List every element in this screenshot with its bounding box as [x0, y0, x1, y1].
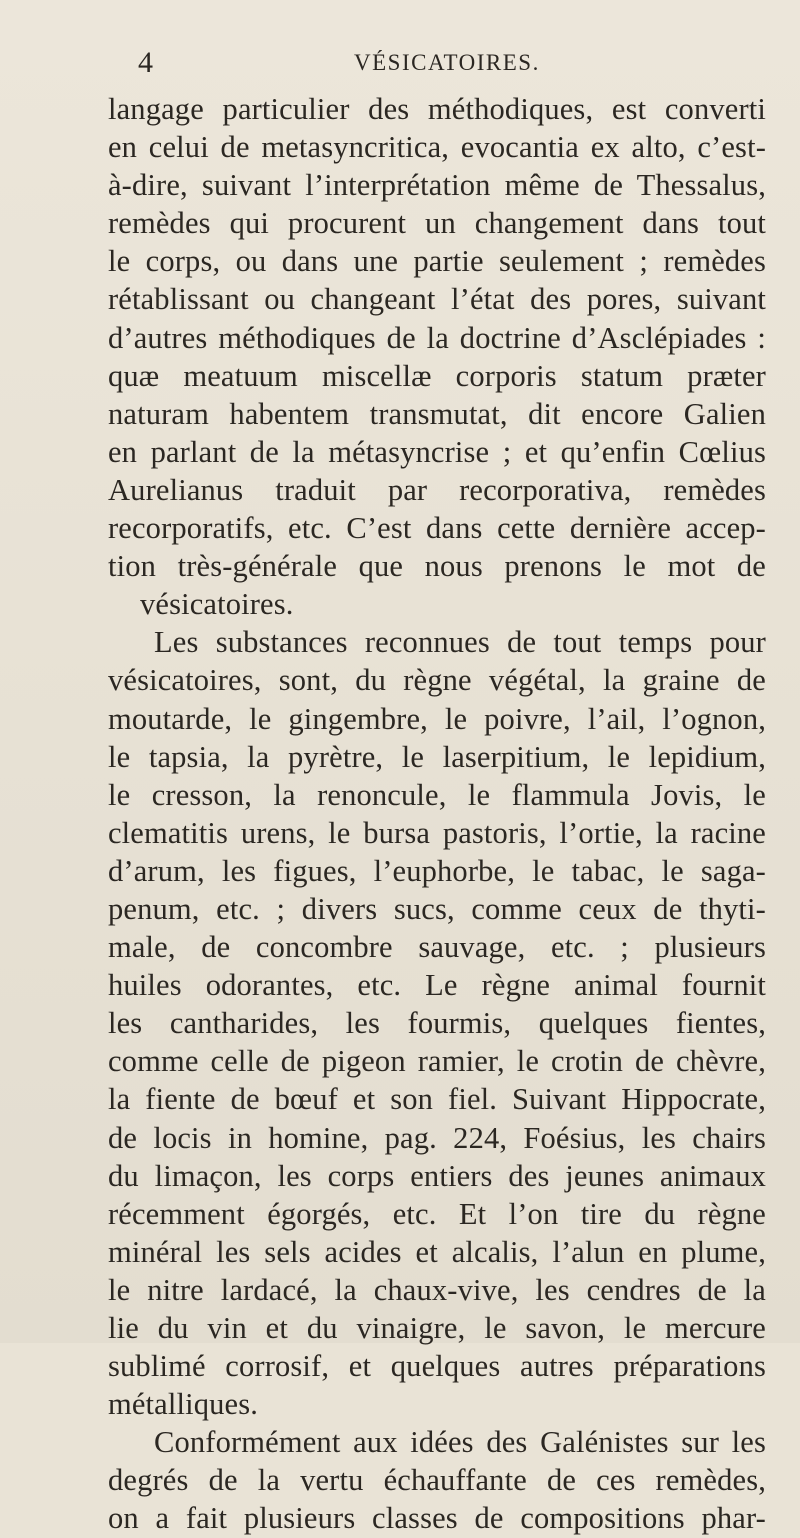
text-line: on a fait plusieurs classes de compositions phar- [108, 1501, 766, 1536]
text-line: remèdes qui procurent un changement dans tout [108, 206, 766, 241]
text-line: le cresson, la renoncule, le flammula Jovis, le [108, 777, 766, 812]
text-line: Conformément aux idées des Galénistes sur les [154, 1425, 766, 1460]
text-line: en celui de metasyncritica, evocantia ex alto, c’est- [108, 130, 766, 165]
text-line: d’arum, les figues, l’euphorbe, le tabac, le saga- [108, 853, 766, 888]
text-line: huiles odorantes, etc. Le règne animal fournit [108, 968, 766, 1003]
text-line: récemment égorgés, etc. Et l’on tire du règne [108, 1196, 766, 1231]
text-line: le corps, ou dans une partie seulement ; remèdes [108, 244, 766, 279]
text-line: rétablissant ou changeant l’état des pores, suivant [108, 282, 766, 317]
paragraph [108, 90, 766, 623]
paragraph [108, 1423, 766, 1537]
text-line: métalliques. [108, 1387, 259, 1422]
text-line: vésicatoires. [140, 587, 294, 622]
text-line: les cantharides, les fourmis, quelques fientes, [108, 1006, 766, 1041]
text-line: penum, etc. ; divers sucs, comme ceux de thyti- [108, 891, 766, 926]
running-title: VÉSICATOIRES. [354, 50, 540, 75]
text-line: la fiente de bœuf et son fiel. Suivant Hippocrate, [108, 1082, 766, 1117]
text-line: lie du vin et du vinaigre, le savon, le mercure [108, 1311, 766, 1345]
text-line: Les substances reconnues de tout temps pour [154, 625, 766, 660]
body-text [108, 90, 766, 1538]
text-line: du limaçon, les corps entiers des jeunes animaux [108, 1158, 766, 1193]
text-line: moutarde, le gingembre, le poivre, l’ail, l’ognon, [108, 701, 766, 736]
text-line: langage particulier des méthodiques, est converti [108, 92, 766, 126]
page-number: 4 [138, 46, 154, 79]
text-line: male, de concombre sauvage, etc. ; plusieurs [108, 930, 766, 965]
text-line: comme celle de pigeon ramier, le crotin de chèvre, [108, 1044, 766, 1079]
text-line: minéral les sels acides et alcalis, l’alun en plume, [108, 1234, 766, 1269]
text-line: recorporatifs, etc. C’est dans cette dernière accep- [108, 511, 766, 546]
paragraph [108, 623, 766, 1423]
text-line: sublimé corrosif, et quelques autres préparations [108, 1349, 766, 1384]
text-line: le tapsia, la pyrètre, le laserpitium, le lepidium, [108, 739, 766, 774]
text-line: tion très-générale que nous prenons le mot de [108, 549, 766, 584]
text-line: vésicatoires, sont, du règne végétal, la graine de [108, 663, 766, 698]
text-line: d’autres méthodiques de la doctrine d’Asclépiades : [108, 320, 766, 355]
text-line: le nitre lardacé, la chaux-vive, les cendres de la [108, 1272, 766, 1307]
text-line: naturam habentem transmutat, dit encore Galien [108, 396, 766, 431]
text-line: en parlant de la métasyncrise ; et qu’enfin Cœlius [108, 434, 766, 469]
text-line: quæ meatuum miscellæ corporis statum præter [108, 358, 766, 393]
text-line: Aurelianus traduit par recorporativa, remèdes [108, 472, 766, 507]
text-line: degrés de la vertu échauffante de ces remèdes, [108, 1463, 766, 1498]
text-line: clematitis urens, le bursa pastoris, l’ortie, la racine [108, 815, 766, 850]
running-head [108, 18, 766, 79]
text-line: à-dire, suivant l’interprétation même de Thessalus, [108, 168, 766, 203]
text-line: de locis in homine, pag. 224, Foésius, les chairs [108, 1120, 766, 1155]
